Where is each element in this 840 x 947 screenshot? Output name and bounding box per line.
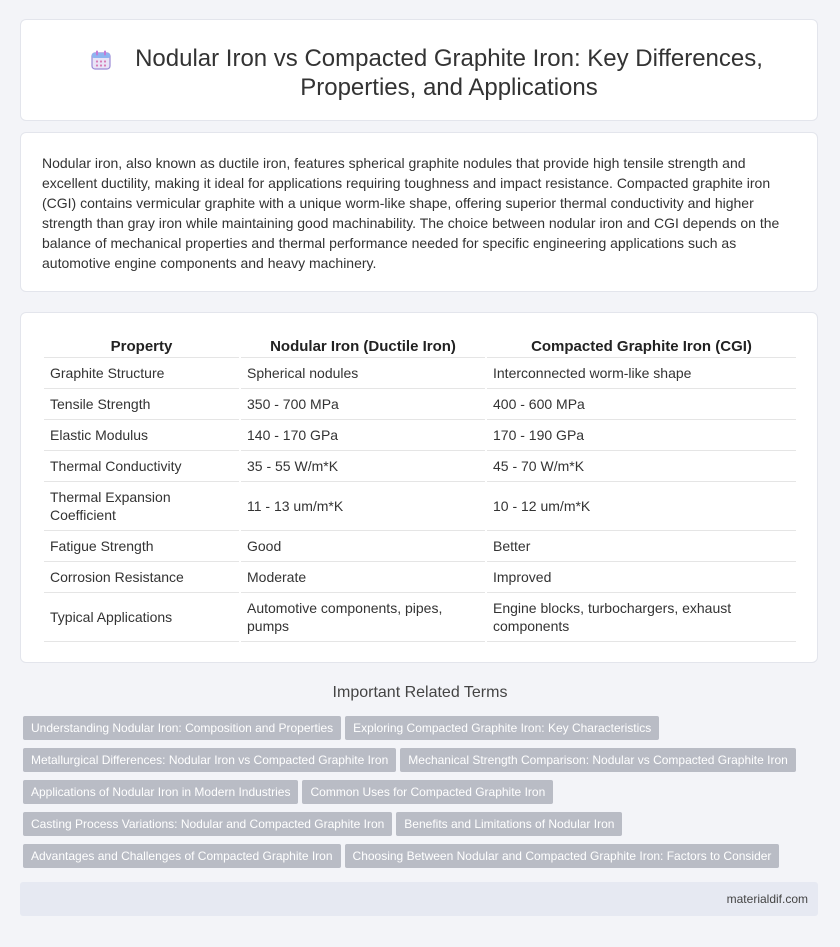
table-cell: 35 - 55 W/m*K (241, 451, 485, 482)
header-nodular: Nodular Iron (Ductile Iron) (241, 333, 485, 358)
table-row (44, 482, 796, 531)
table-cell: 400 - 600 MPa (487, 389, 796, 420)
table-cell: Graphite Structure (44, 358, 239, 389)
title-card (20, 19, 818, 121)
intro-card (20, 132, 818, 292)
related-term-link[interactable]: Casting Process Variations: Nodular and Compacted Graphite Iron (23, 812, 392, 836)
footer-site-link[interactable]: materialdif.com (726, 892, 808, 906)
table-row (44, 562, 796, 593)
related-term-link[interactable]: Choosing Between Nodular and Compacted Graphite Iron: Factors to Consider (345, 844, 780, 868)
table-cell: Spherical nodules (241, 358, 485, 389)
related-term-link[interactable]: Applications of Nodular Iron in Modern Industries (23, 780, 298, 804)
related-terms-title: Important Related Terms (332, 684, 508, 701)
related-terms-list (23, 716, 803, 876)
table-cell: Automotive components, pipes, pumps (241, 593, 485, 642)
related-term-link[interactable]: Exploring Compacted Graphite Iron: Key Characteristics (345, 716, 659, 740)
table-cell: Moderate (241, 562, 485, 593)
related-term-link[interactable]: Metallurgical Differences: Nodular Iron vs Compacted Graphite Iron (23, 748, 396, 772)
table-header-row (44, 333, 796, 358)
comparison-table-card (20, 312, 818, 663)
table-cell: 170 - 190 GPa (487, 420, 796, 451)
related-term-link[interactable]: Mechanical Strength Comparison: Nodular vs Compacted Graphite Iron (400, 748, 796, 772)
table-cell: Better (487, 531, 796, 562)
table-cell: Fatigue Strength (44, 531, 239, 562)
comparison-table (42, 333, 798, 642)
table-cell: Good (241, 531, 485, 562)
table-cell: Interconnected worm-like shape (487, 358, 796, 389)
intro-paragraph: Nodular iron, also known as ductile iron, features spherical graphite nodules that provide high tensile strength and excellent ductility, making it ideal for applications requiring toughness and impact resistance. Compacted graphite iron (CGI) contains vermicular graphite with a unique worm-like shape, offering superior thermal conductivity and higher strength than gray iron while maintaining good machinability. The choice between nodular iron and CGI depends on the balance of mechanical properties and thermal performance needed for specific engineering applications such as automotive engine components and heavy machinery. (42, 155, 780, 271)
table-cell: Corrosion Resistance (44, 562, 239, 593)
footer (20, 882, 818, 916)
related-term-link[interactable]: Common Uses for Compacted Graphite Iron (302, 780, 553, 804)
related-term-link[interactable]: Benefits and Limitations of Nodular Iron (396, 812, 622, 836)
table-row (44, 389, 796, 420)
related-term-link[interactable]: Understanding Nodular Iron: Composition and Properties (23, 716, 341, 740)
table-cell: Thermal Expansion Coefficient (44, 482, 239, 531)
table-cell: Engine blocks, turbochargers, exhaust components (487, 593, 796, 642)
table-cell: 140 - 170 GPa (241, 420, 485, 451)
table-cell: 11 - 13 um/m*K (241, 482, 485, 531)
table-cell: 10 - 12 um/m*K (487, 482, 796, 531)
table-cell: Typical Applications (44, 593, 239, 642)
table-row (44, 420, 796, 451)
table-row (44, 531, 796, 562)
table-cell: Improved (487, 562, 796, 593)
table-cell: Thermal Conductivity (44, 451, 239, 482)
table-cell: Elastic Modulus (44, 420, 239, 451)
table-cell: 45 - 70 W/m*K (487, 451, 796, 482)
table-row (44, 593, 796, 642)
header-cgi: Compacted Graphite Iron (CGI) (487, 333, 796, 358)
table-row (44, 358, 796, 389)
table-cell: 350 - 700 MPa (241, 389, 485, 420)
table-cell: Tensile Strength (44, 389, 239, 420)
page-title: Nodular Iron vs Compacted Graphite Iron: Key Differences, Properties, and Applications (135, 45, 763, 101)
related-term-link[interactable]: Advantages and Challenges of Compacted Graphite Iron (23, 844, 341, 868)
table-row (44, 451, 796, 482)
header-property: Property (44, 333, 239, 358)
